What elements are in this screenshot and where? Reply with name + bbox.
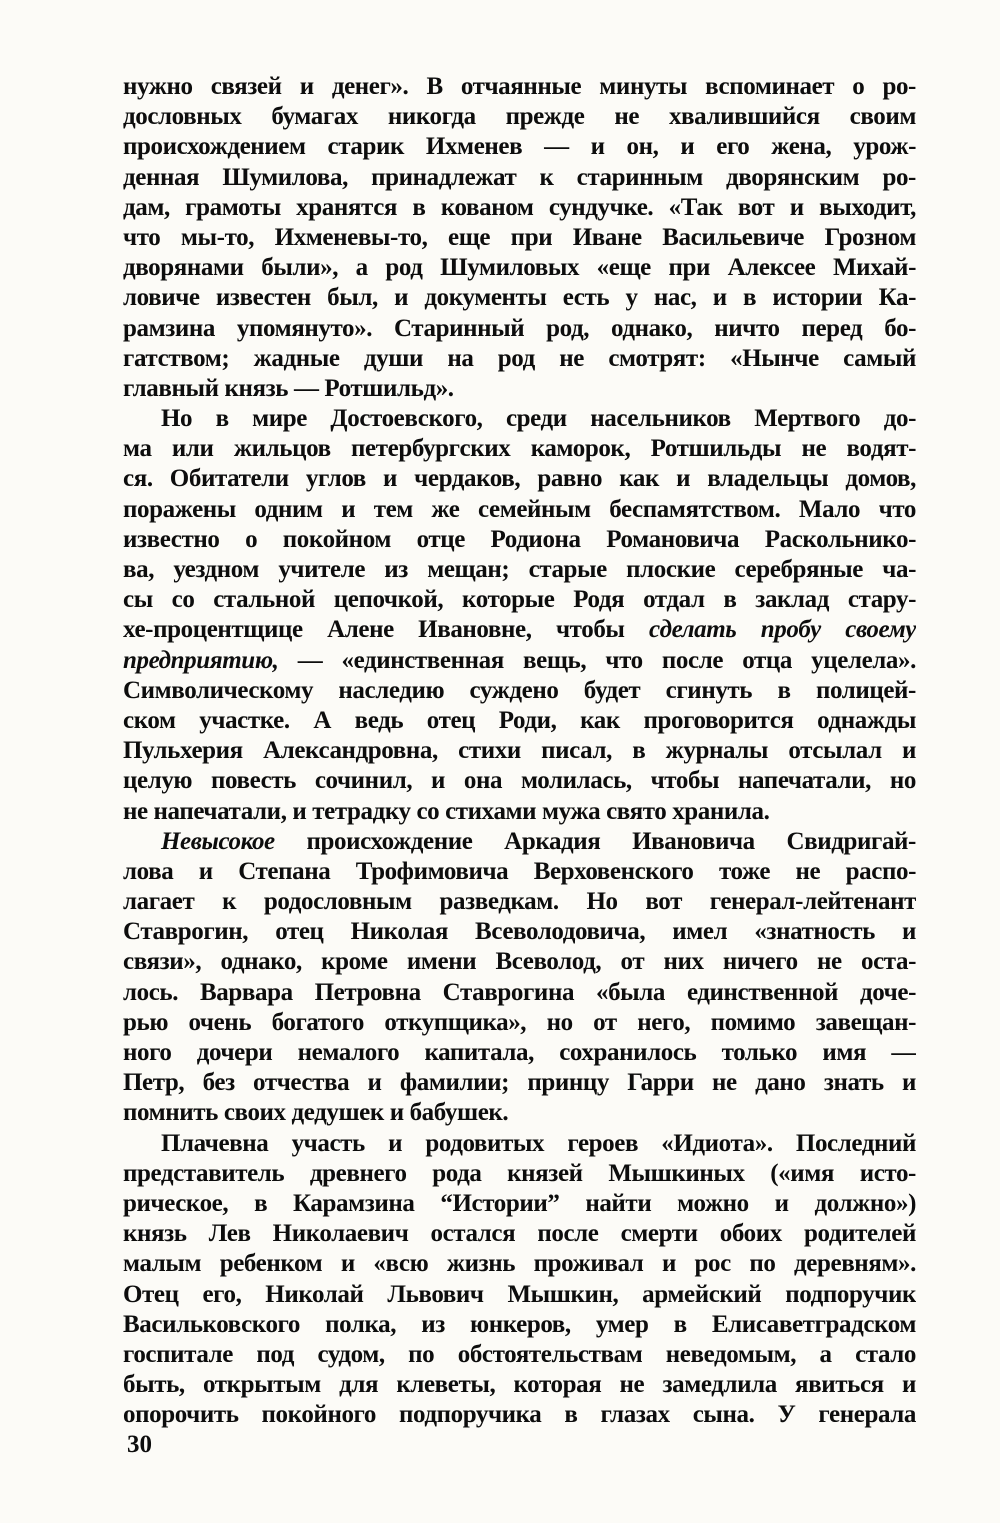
body-text: князь Лев Николаевич остался после смерти обоих родителей: [123, 1220, 916, 1248]
page-number: 30: [127, 1431, 152, 1458]
text-line: [123, 1098, 916, 1128]
text-line: [123, 1038, 916, 1068]
body-text: Символическому наследию суждено будет сгинуть в полицей-: [123, 676, 916, 704]
text-line: [123, 314, 916, 344]
italic-text: сделать пробу своему: [648, 616, 916, 644]
body-text: Но в мире Достоевского, среди насельников Мертвого до-: [161, 405, 916, 433]
body-text: главный князь — Ротшильд».: [123, 374, 454, 402]
body-text: гатством; жадные души на род не смотрят: «Нынче самый: [123, 344, 916, 372]
body-text: ного дочери немалого капитала, сохранилось только имя —: [123, 1039, 916, 1066]
text-line: [123, 434, 916, 464]
text-line: [123, 797, 916, 827]
text-line: [123, 555, 916, 585]
text-line: [123, 1370, 916, 1400]
text-line: [123, 676, 916, 706]
body-text: сы со стальной цепочкой, которые Родя отдал в заклад стару-: [123, 586, 916, 614]
text-line: [123, 615, 916, 645]
body-text: представитель древнего рода князей Мышкиных («имя исто-: [123, 1159, 916, 1187]
body-text: лагает к родословным разведкам. Но вот генерал-лейтенант: [123, 888, 916, 916]
text-line: [123, 1008, 916, 1038]
body-text: помнить своих дедушек и бабушек.: [123, 1099, 509, 1127]
body-text: малым ребенком и «всю жизнь проживал и рос по деревням».: [123, 1250, 916, 1278]
text-line: [123, 706, 916, 736]
body-text: не напечатали, и тетрадку со стихами мужа свято хранила.: [123, 797, 770, 825]
text-block: [123, 72, 916, 1430]
text-line: [123, 917, 916, 947]
text-line: [123, 947, 916, 977]
body-text: дам, грамоты хранятся в кованом сундучке. «Так вот и выходит,: [123, 193, 916, 221]
text-line: [123, 1068, 916, 1098]
body-text: рическое, в Карамзина “Истории” найти можно и должно»): [123, 1189, 916, 1217]
body-text: ма или жильцов петербургских каморок, Ротшильды не водят-: [123, 435, 916, 463]
body-text: что мы-то, Ихменевы-то, еще при Иване Васильевиче Грозном: [123, 223, 916, 251]
text-line: [123, 978, 916, 1008]
text-line: [123, 193, 916, 223]
text-line: [123, 646, 916, 676]
body-text: поражены одним и тем же семейным беспамятством. Мало что: [123, 495, 916, 523]
body-text: ся. Обитатели углов и чердаков, равно как и владельцы домов,: [123, 465, 916, 493]
italic-text: Невысокое: [161, 827, 275, 855]
text-line: [123, 736, 916, 766]
text-line: [123, 827, 916, 857]
body-text: Отец его, Николай Львович Мышкин, армейский подпоручик: [123, 1280, 916, 1308]
text-line: [123, 132, 916, 162]
text-line: [123, 102, 916, 132]
text-line: [123, 72, 916, 102]
body-text: хе-процентщице Алене Ивановне, чтобы: [123, 616, 649, 644]
body-text: Васильковского полка, из юнкеров, умер в Елисаветградском: [123, 1310, 916, 1338]
text-line: [123, 1249, 916, 1279]
body-text: рью очень богатого откупщика», но от него, помимо завещан-: [123, 1008, 916, 1036]
text-line: [123, 283, 916, 313]
text-line: [123, 1129, 916, 1159]
body-text: связи», однако, кроме имени Всеволод, от них ничего не оста-: [123, 948, 916, 976]
text-line: [123, 525, 916, 555]
text-line: [123, 163, 916, 193]
body-text: лова и Степана Трофимовича Верховенского тоже не распо-: [123, 857, 916, 885]
body-text: Петр, без отчества и фамилии; принцу Гарри не дано знать и: [123, 1069, 916, 1097]
body-text: происхождение Аркадия Ивановича Свидригай-: [274, 827, 916, 855]
text-line: [123, 585, 916, 615]
body-text: Плачевна участь и родовитых героев «Идиота». Последний: [161, 1129, 916, 1157]
text-line: [123, 1189, 916, 1219]
italic-text: предприятию,: [123, 646, 279, 674]
body-text: лось. Варвара Петровна Ставрогина «была единственной доче-: [123, 978, 916, 1006]
text-line: [123, 887, 916, 917]
body-text: целую повесть сочинил, и она молилась, чтобы напечатали, но: [123, 767, 916, 795]
text-line: [123, 766, 916, 796]
body-text: опорочить покойного подпоручика в глазах сына. У генерала: [123, 1401, 916, 1429]
text-line: [123, 464, 916, 494]
text-line: [123, 374, 916, 404]
text-line: [123, 223, 916, 253]
text-line: [123, 344, 916, 374]
body-text: — «единственная вещь, что после отца уцелела».: [278, 646, 916, 674]
body-text: ва, уездном учителе из мещан; старые плоские серебряные ча-: [123, 556, 916, 583]
text-line: [123, 253, 916, 283]
body-text: госпитале под судом, по обстоятельствам неведомым, а стало: [123, 1340, 916, 1368]
body-text: известно о покойном отце Родиона Романовича Раскольнико-: [123, 525, 916, 553]
text-line: [123, 1219, 916, 1249]
body-text: быть, открытым для клеветы, которая не замедлила явиться и: [123, 1371, 916, 1399]
text-line: [123, 1159, 916, 1189]
text-line: [123, 857, 916, 887]
text-line: [123, 1280, 916, 1310]
body-text: ском участке. А ведь отец Роди, как проговорится однажды: [123, 706, 916, 734]
text-line: [123, 1340, 916, 1370]
body-text: дворянами были», а род Шумиловых «еще при Алексее Михай-: [123, 254, 916, 282]
text-line: [123, 495, 916, 525]
text-line: [123, 404, 916, 434]
body-text: происхождением старик Ихменев — и он, и его жена, урож-: [123, 133, 916, 161]
body-text: Пульхерия Александровна, стихи писал, в журналы отсылал и: [123, 737, 916, 765]
body-text: рамзина упомянуто». Старинный род, однако, ничто перед бо-: [123, 314, 916, 342]
body-text: Ставрогин, отец Николая Всеволодовича, имел «знатность и: [123, 918, 916, 946]
body-text: денная Шумилова, принадлежат к старинным дворянским ро-: [123, 163, 916, 191]
body-text: ловиче известен был, и документы есть у нас, и в истории Ка-: [123, 284, 916, 312]
body-text: дословных бумагах никогда прежде не хвалившийся своим: [123, 103, 916, 131]
text-line: [123, 1310, 916, 1340]
text-line: [123, 1400, 916, 1430]
body-text: нужно связей и денег». В отчаянные минуты вспоминает о ро-: [123, 73, 916, 100]
